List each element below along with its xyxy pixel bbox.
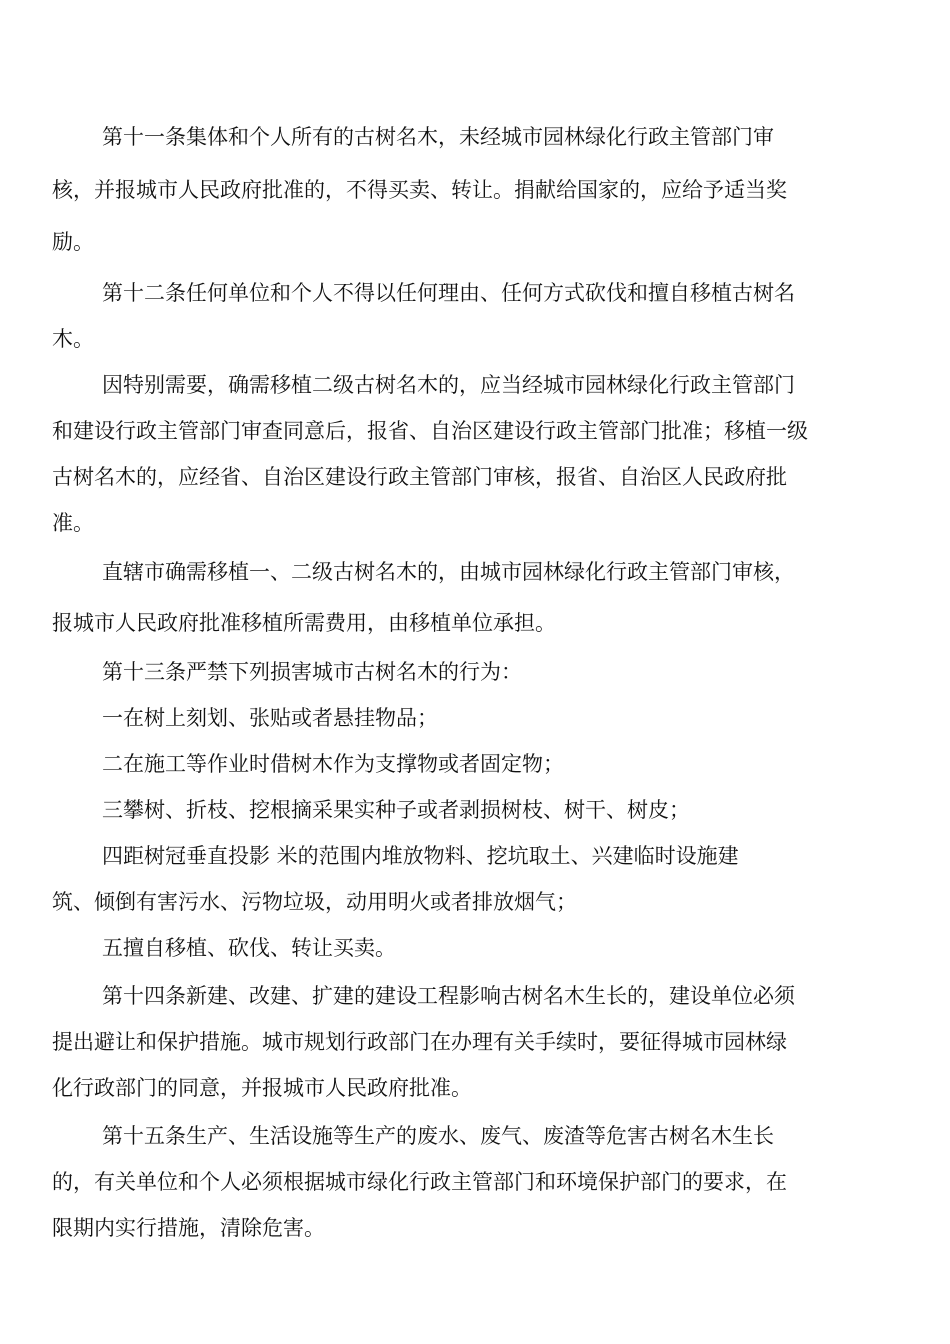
text-line: 古树名木的，应经省、自治区建设行政主管部门审核，报省、自治区人民政府批 [52,465,787,489]
text-line: 因特别需要，确需移植二级古树名木的，应当经城市园林绿化行政主管部门 [102,373,795,397]
text-line: 第十三条严禁下列损害城市古树名木的行为： [102,660,522,684]
text-line: 的，有关单位和个人必须根据城市绿化行政主管部门和环境保护部门的要求，在 [52,1170,787,1194]
text-line: 木。 [52,327,94,351]
text-line: 四距树冠垂直投影 米的范围内堆放物料、挖坑取土、兴建临时设施建 [102,844,739,868]
text-line: 化行政部门的同意，并报城市人民政府批准。 [52,1076,472,1100]
text-line: 准。 [52,511,94,535]
text-line: 第十四条新建、改建、扩建的建设工程影响古树名木生长的，建设单位必须 [102,984,795,1008]
text-line: 直辖市确需移植一、二级古树名木的，由城市园林绿化行政主管部门审核， [102,560,795,584]
text-line: 二在施工等作业时借树木作为支撑物或者固定物； [102,752,564,776]
text-line: 一在树上刻划、张贴或者悬挂物品； [102,706,438,730]
text-line: 第十一条集体和个人所有的古树名木，未经城市园林绿化行政主管部门审 [102,125,774,149]
text-line: 报城市人民政府批准移植所需费用，由移植单位承担。 [52,611,556,635]
text-line: 筑、倾倒有害污水、污物垃圾，动用明火或者排放烟气； [52,890,577,914]
text-line: 三攀树、折枝、挖根摘采果实种子或者剥损树枝、树干、树皮； [102,798,690,822]
text-line: 第十二条任何单位和个人不得以任何理由、任何方式砍伐和擅自移植古树名 [102,281,795,305]
text-line: 核，并报城市人民政府批准的，不得买卖、转让。捐献给国家的，应给予适当奖 [52,178,787,202]
text-line: 提出避让和保护措施。城市规划行政部门在办理有关手续时，要征得城市园林绿 [52,1030,787,1054]
text-line: 和建设行政主管部门审查同意后，报省、自治区建设行政主管部门批准；移植一级 [52,419,808,443]
text-line: 限期内实行措施，清除危害。 [52,1216,325,1240]
text-line: 五擅自移植、砍伐、转让买卖。 [102,936,396,960]
text-line: 励。 [52,230,94,254]
text-line: 第十五条生产、生活设施等生产的废水、废气、废渣等危害古树名木生长 [102,1124,774,1148]
